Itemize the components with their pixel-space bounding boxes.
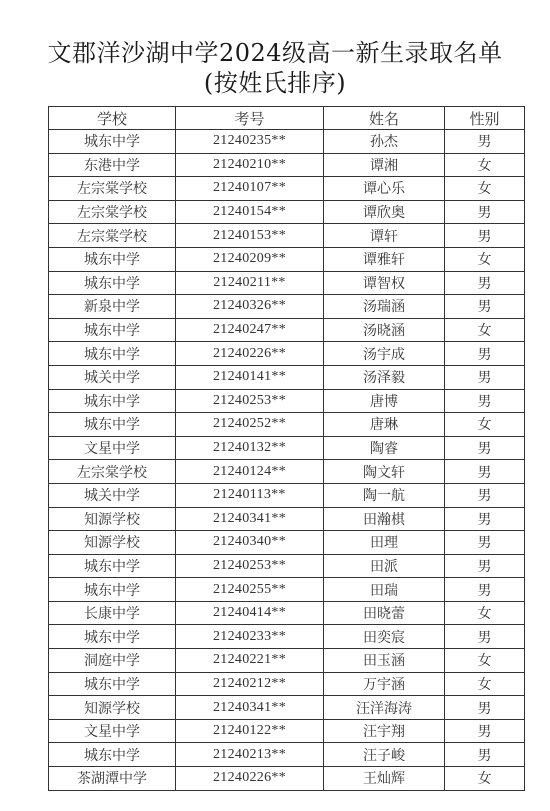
table-row <box>49 389 525 413</box>
student-name-cell: 田瑞 <box>324 578 445 602</box>
student-name-cell: 王灿辉 <box>324 767 445 791</box>
table-row <box>49 318 525 342</box>
school-cell: 城关中学 <box>49 483 176 507</box>
exam-number-cell: 21240341** <box>176 696 324 720</box>
gender-cell: 女 <box>445 601 525 625</box>
exam-number-cell: 21240226** <box>176 767 324 791</box>
gender-cell: 男 <box>445 200 525 224</box>
school-cell: 知源学校 <box>49 507 176 531</box>
student-name-cell: 谭欣奥 <box>324 200 445 224</box>
student-name-cell: 谭雅轩 <box>324 247 445 271</box>
exam-number-cell: 21240124** <box>176 460 324 484</box>
student-name-cell: 谭心乐 <box>324 177 445 201</box>
school-cell: 东港中学 <box>49 153 176 177</box>
table-row <box>49 271 525 295</box>
table-body <box>49 130 525 791</box>
student-name-cell: 陶睿 <box>324 436 445 460</box>
gender-cell: 女 <box>445 672 525 696</box>
column-header-name: 姓名 <box>324 107 445 130</box>
table-row <box>49 200 525 224</box>
school-cell: 文星中学 <box>49 436 176 460</box>
admission-table <box>48 106 525 791</box>
school-cell: 知源学校 <box>49 696 176 720</box>
school-cell: 城东中学 <box>49 413 176 437</box>
gender-cell: 男 <box>445 578 525 602</box>
school-cell: 新泉中学 <box>49 295 176 319</box>
gender-cell: 男 <box>445 507 525 531</box>
student-name-cell: 田理 <box>324 531 445 555</box>
gender-cell: 男 <box>445 436 525 460</box>
school-cell: 城东中学 <box>49 318 176 342</box>
table-row <box>49 719 525 743</box>
exam-number-cell: 21240212** <box>176 672 324 696</box>
table-row <box>49 696 525 720</box>
exam-number-cell: 21240213** <box>176 743 324 767</box>
school-cell: 城东中学 <box>49 342 176 366</box>
column-header-exam-number: 考号 <box>176 107 324 130</box>
gender-cell: 男 <box>445 625 525 649</box>
exam-number-cell: 21240209** <box>176 247 324 271</box>
exam-number-cell: 21240253** <box>176 554 324 578</box>
column-header-school: 学校 <box>49 107 176 130</box>
table-row <box>49 177 525 201</box>
table-row <box>49 130 525 154</box>
student-name-cell: 田晓蕾 <box>324 601 445 625</box>
school-cell: 城关中学 <box>49 365 176 389</box>
table-row <box>49 649 525 673</box>
gender-cell: 男 <box>445 743 525 767</box>
student-name-cell: 田瀚棋 <box>324 507 445 531</box>
exam-number-cell: 21240255** <box>176 578 324 602</box>
exam-number-cell: 21240326** <box>176 295 324 319</box>
table-row <box>49 247 525 271</box>
gender-cell: 男 <box>445 271 525 295</box>
gender-cell: 男 <box>445 365 525 389</box>
student-name-cell: 陶文轩 <box>324 460 445 484</box>
gender-cell: 女 <box>445 413 525 437</box>
school-cell: 左宗棠学校 <box>49 200 176 224</box>
student-name-cell: 万宇涵 <box>324 672 445 696</box>
page-title: 文郡洋沙湖中学2024级高一新生录取名单 <box>47 39 503 67</box>
gender-cell: 男 <box>445 554 525 578</box>
exam-number-cell: 21240235** <box>176 130 324 154</box>
table-row <box>49 365 525 389</box>
column-header-gender: 性别 <box>445 107 525 130</box>
exam-number-cell: 21240247** <box>176 318 324 342</box>
exam-number-cell: 21240253** <box>176 389 324 413</box>
exam-number-cell: 21240132** <box>176 436 324 460</box>
exam-number-cell: 21240252** <box>176 413 324 437</box>
table-row <box>49 743 525 767</box>
table-row <box>49 460 525 484</box>
gender-cell: 女 <box>445 153 525 177</box>
table-row <box>49 554 525 578</box>
exam-number-cell: 21240414** <box>176 601 324 625</box>
school-cell: 左宗棠学校 <box>49 224 176 248</box>
school-cell: 城东中学 <box>49 389 176 413</box>
gender-cell: 男 <box>445 719 525 743</box>
student-name-cell: 田奕宸 <box>324 625 445 649</box>
exam-number-cell: 21240154** <box>176 200 324 224</box>
table-row <box>49 601 525 625</box>
gender-cell: 女 <box>445 649 525 673</box>
page-subtitle: (按姓氏排序) <box>203 69 347 97</box>
table-row <box>49 507 525 531</box>
student-name-cell: 谭湘 <box>324 153 445 177</box>
gender-cell: 女 <box>445 318 525 342</box>
student-name-cell: 陶一航 <box>324 483 445 507</box>
exam-number-cell: 21240233** <box>176 625 324 649</box>
student-name-cell: 汤宇成 <box>324 342 445 366</box>
gender-cell: 女 <box>445 767 525 791</box>
gender-cell: 男 <box>445 224 525 248</box>
school-cell: 茶湖潭中学 <box>49 767 176 791</box>
student-name-cell: 唐琳 <box>324 413 445 437</box>
table-row <box>49 578 525 602</box>
gender-cell: 男 <box>445 531 525 555</box>
exam-number-cell: 21240113** <box>176 483 324 507</box>
school-cell: 城东中学 <box>49 743 176 767</box>
student-name-cell: 汪洋海涛 <box>324 696 445 720</box>
exam-number-cell: 21240153** <box>176 224 324 248</box>
table-row <box>49 224 525 248</box>
school-cell: 洞庭中学 <box>49 649 176 673</box>
school-cell: 城东中学 <box>49 672 176 696</box>
exam-number-cell: 21240341** <box>176 507 324 531</box>
exam-number-cell: 21240226** <box>176 342 324 366</box>
gender-cell: 女 <box>445 247 525 271</box>
exam-number-cell: 21240122** <box>176 719 324 743</box>
student-name-cell: 田玉涵 <box>324 649 445 673</box>
exam-number-cell: 21240141** <box>176 365 324 389</box>
student-name-cell: 汤泽毅 <box>324 365 445 389</box>
gender-cell: 男 <box>445 342 525 366</box>
exam-number-cell: 21240210** <box>176 153 324 177</box>
table-header-row <box>49 107 525 130</box>
student-name-cell: 唐博 <box>324 389 445 413</box>
school-cell: 左宗棠学校 <box>49 460 176 484</box>
gender-cell: 男 <box>445 460 525 484</box>
student-name-cell: 孙杰 <box>324 130 445 154</box>
exam-number-cell: 21240107** <box>176 177 324 201</box>
school-cell: 城东中学 <box>49 625 176 649</box>
table-row <box>49 531 525 555</box>
table-row <box>49 295 525 319</box>
table-row <box>49 413 525 437</box>
student-name-cell: 汤瑞涵 <box>324 295 445 319</box>
school-cell: 城东中学 <box>49 130 176 154</box>
student-name-cell: 汪宇翔 <box>324 719 445 743</box>
student-name-cell: 汤晓涵 <box>324 318 445 342</box>
school-cell: 城东中学 <box>49 578 176 602</box>
table-row <box>49 767 525 791</box>
gender-cell: 女 <box>445 177 525 201</box>
exam-number-cell: 21240221** <box>176 649 324 673</box>
exam-number-cell: 21240340** <box>176 531 324 555</box>
exam-number-cell: 21240211** <box>176 271 324 295</box>
student-name-cell: 谭轩 <box>324 224 445 248</box>
school-cell: 知源学校 <box>49 531 176 555</box>
school-cell: 城东中学 <box>49 271 176 295</box>
school-cell: 左宗棠学校 <box>49 177 176 201</box>
gender-cell: 男 <box>445 130 525 154</box>
table-row <box>49 342 525 366</box>
table-row <box>49 625 525 649</box>
school-cell: 城东中学 <box>49 247 176 271</box>
gender-cell: 男 <box>445 389 525 413</box>
table-row <box>49 153 525 177</box>
gender-cell: 男 <box>445 295 525 319</box>
student-name-cell: 谭智权 <box>324 271 445 295</box>
student-name-cell: 田派 <box>324 554 445 578</box>
school-cell: 文星中学 <box>49 719 176 743</box>
table-row <box>49 436 525 460</box>
table-row <box>49 672 525 696</box>
gender-cell: 男 <box>445 483 525 507</box>
school-cell: 城东中学 <box>49 554 176 578</box>
school-cell: 长康中学 <box>49 601 176 625</box>
gender-cell: 男 <box>445 696 525 720</box>
student-name-cell: 汪子峻 <box>324 743 445 767</box>
table-row <box>49 483 525 507</box>
